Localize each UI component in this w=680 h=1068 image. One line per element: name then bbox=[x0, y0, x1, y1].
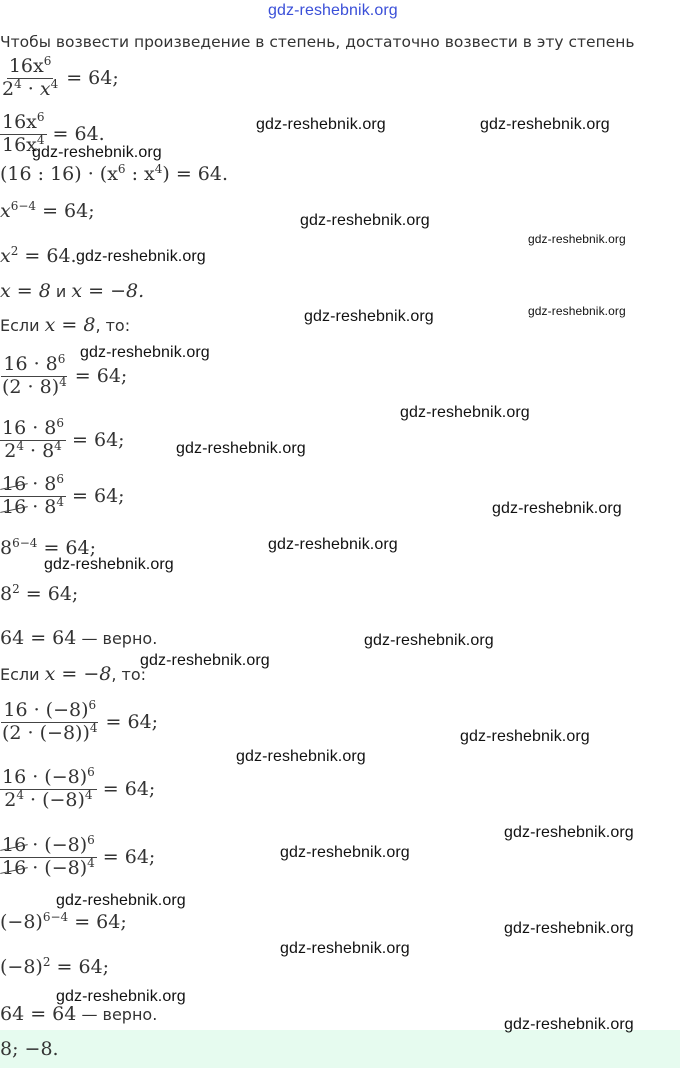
watermark: gdz-reshebnik.org bbox=[80, 344, 210, 361]
case-1-step-b: $\frac{16 \cdot 8^6}{2^4 \cdot 8^4}$ = 64; bbox=[2, 415, 125, 462]
case-1-heading: Если x = 8, то: bbox=[0, 314, 131, 336]
watermark: gdz-reshebnik.org bbox=[56, 892, 186, 909]
watermark: gdz-reshebnik.org bbox=[44, 556, 174, 573]
watermark: gdz-reshebnik.org bbox=[364, 632, 494, 649]
watermark-top: gdz-reshebnik.org bbox=[268, 2, 398, 19]
equation-line-6: x = 8 и x = −8. bbox=[0, 280, 145, 302]
watermark: gdz-reshebnik.org bbox=[504, 1016, 634, 1033]
case-1-step-a: $\frac{16 \cdot 8^6}{(2 \cdot 8)^4}$ = 64; bbox=[2, 351, 128, 398]
case-1-conclusion: 64 = 64 — верно. bbox=[0, 627, 158, 649]
case-1-step-d: $8^{6-4} = 64$; bbox=[0, 535, 96, 559]
case-2-step-a: $\frac{16 \cdot (-8)^6}{(2 \cdot (-8))^4}$ = 64; bbox=[2, 697, 159, 744]
case-2-step-d: $(-8)^{6-4} = 64$; bbox=[0, 909, 127, 933]
watermark: gdz-reshebnik.org bbox=[176, 440, 306, 457]
case-2-conclusion: 64 = 64 — верно. bbox=[0, 1003, 158, 1025]
watermark: gdz-reshebnik.org bbox=[304, 308, 434, 325]
case-1-step-e: $8^2 = 64$; bbox=[0, 581, 79, 605]
watermark: gdz-reshebnik.org bbox=[492, 500, 622, 517]
watermark: gdz-reshebnik.org bbox=[528, 304, 626, 318]
case-2-heading: Если x = −8, то: bbox=[0, 663, 147, 685]
watermark: gdz-reshebnik.org bbox=[480, 116, 610, 133]
equation-line-1: $\frac{16x^6}{2^4 \cdot x^4}$ = 64; bbox=[2, 53, 119, 100]
case-2-step-b: $\frac{16 \cdot (-8)^6}{2^4 \cdot (-8)^4}$ = 64; bbox=[2, 764, 156, 811]
watermark: gdz-reshebnik.org bbox=[504, 824, 634, 841]
watermark: gdz-reshebnik.org bbox=[236, 748, 366, 765]
watermark: gdz-reshebnik.org bbox=[256, 116, 386, 133]
answer-text: 8; −8. bbox=[0, 1038, 59, 1060]
watermark: gdz-reshebnik.org bbox=[528, 232, 626, 246]
watermark: gdz-reshebnik.org bbox=[300, 212, 430, 229]
watermark: gdz-reshebnik.org bbox=[140, 652, 270, 669]
watermark: gdz-reshebnik.org bbox=[268, 536, 398, 553]
watermark: gdz-reshebnik.org bbox=[460, 728, 590, 745]
equation-line-4: $x^{6-4} = 64$; bbox=[0, 198, 95, 222]
watermark: gdz-reshebnik.org bbox=[280, 844, 410, 861]
watermark: gdz-reshebnik.org bbox=[76, 248, 206, 265]
intro-text: Чтобы возвести произведение в степень, достаточно возвести в эту степень bbox=[0, 33, 635, 51]
equation-line-5: $x^2 = 64$. bbox=[0, 243, 77, 267]
watermark: gdz-reshebnik.org bbox=[56, 988, 186, 1005]
answer-bar bbox=[0, 1030, 680, 1068]
watermark: gdz-reshebnik.org bbox=[32, 144, 162, 161]
watermark: gdz-reshebnik.org bbox=[280, 940, 410, 957]
case-2-step-e: $(-8)^2 = 64$; bbox=[0, 954, 110, 978]
watermark: gdz-reshebnik.org bbox=[400, 404, 530, 421]
equation-line-3: (16 : $16) \cdot (x^6$ : $x^4) = 64$. bbox=[0, 161, 229, 185]
watermark: gdz-reshebnik.org bbox=[504, 920, 634, 937]
case-1-step-c: $\frac{16 \cdot 8^6}{16 \cdot 8^4}$ = 64; bbox=[2, 471, 125, 518]
case-2-step-c: $\frac{16 \cdot (-8)^6}{16 \cdot (-8)^4}$ = 64; bbox=[2, 832, 156, 879]
equation-line-2: $\frac{16x^6}{16x^4}$ = 64. bbox=[2, 109, 105, 156]
